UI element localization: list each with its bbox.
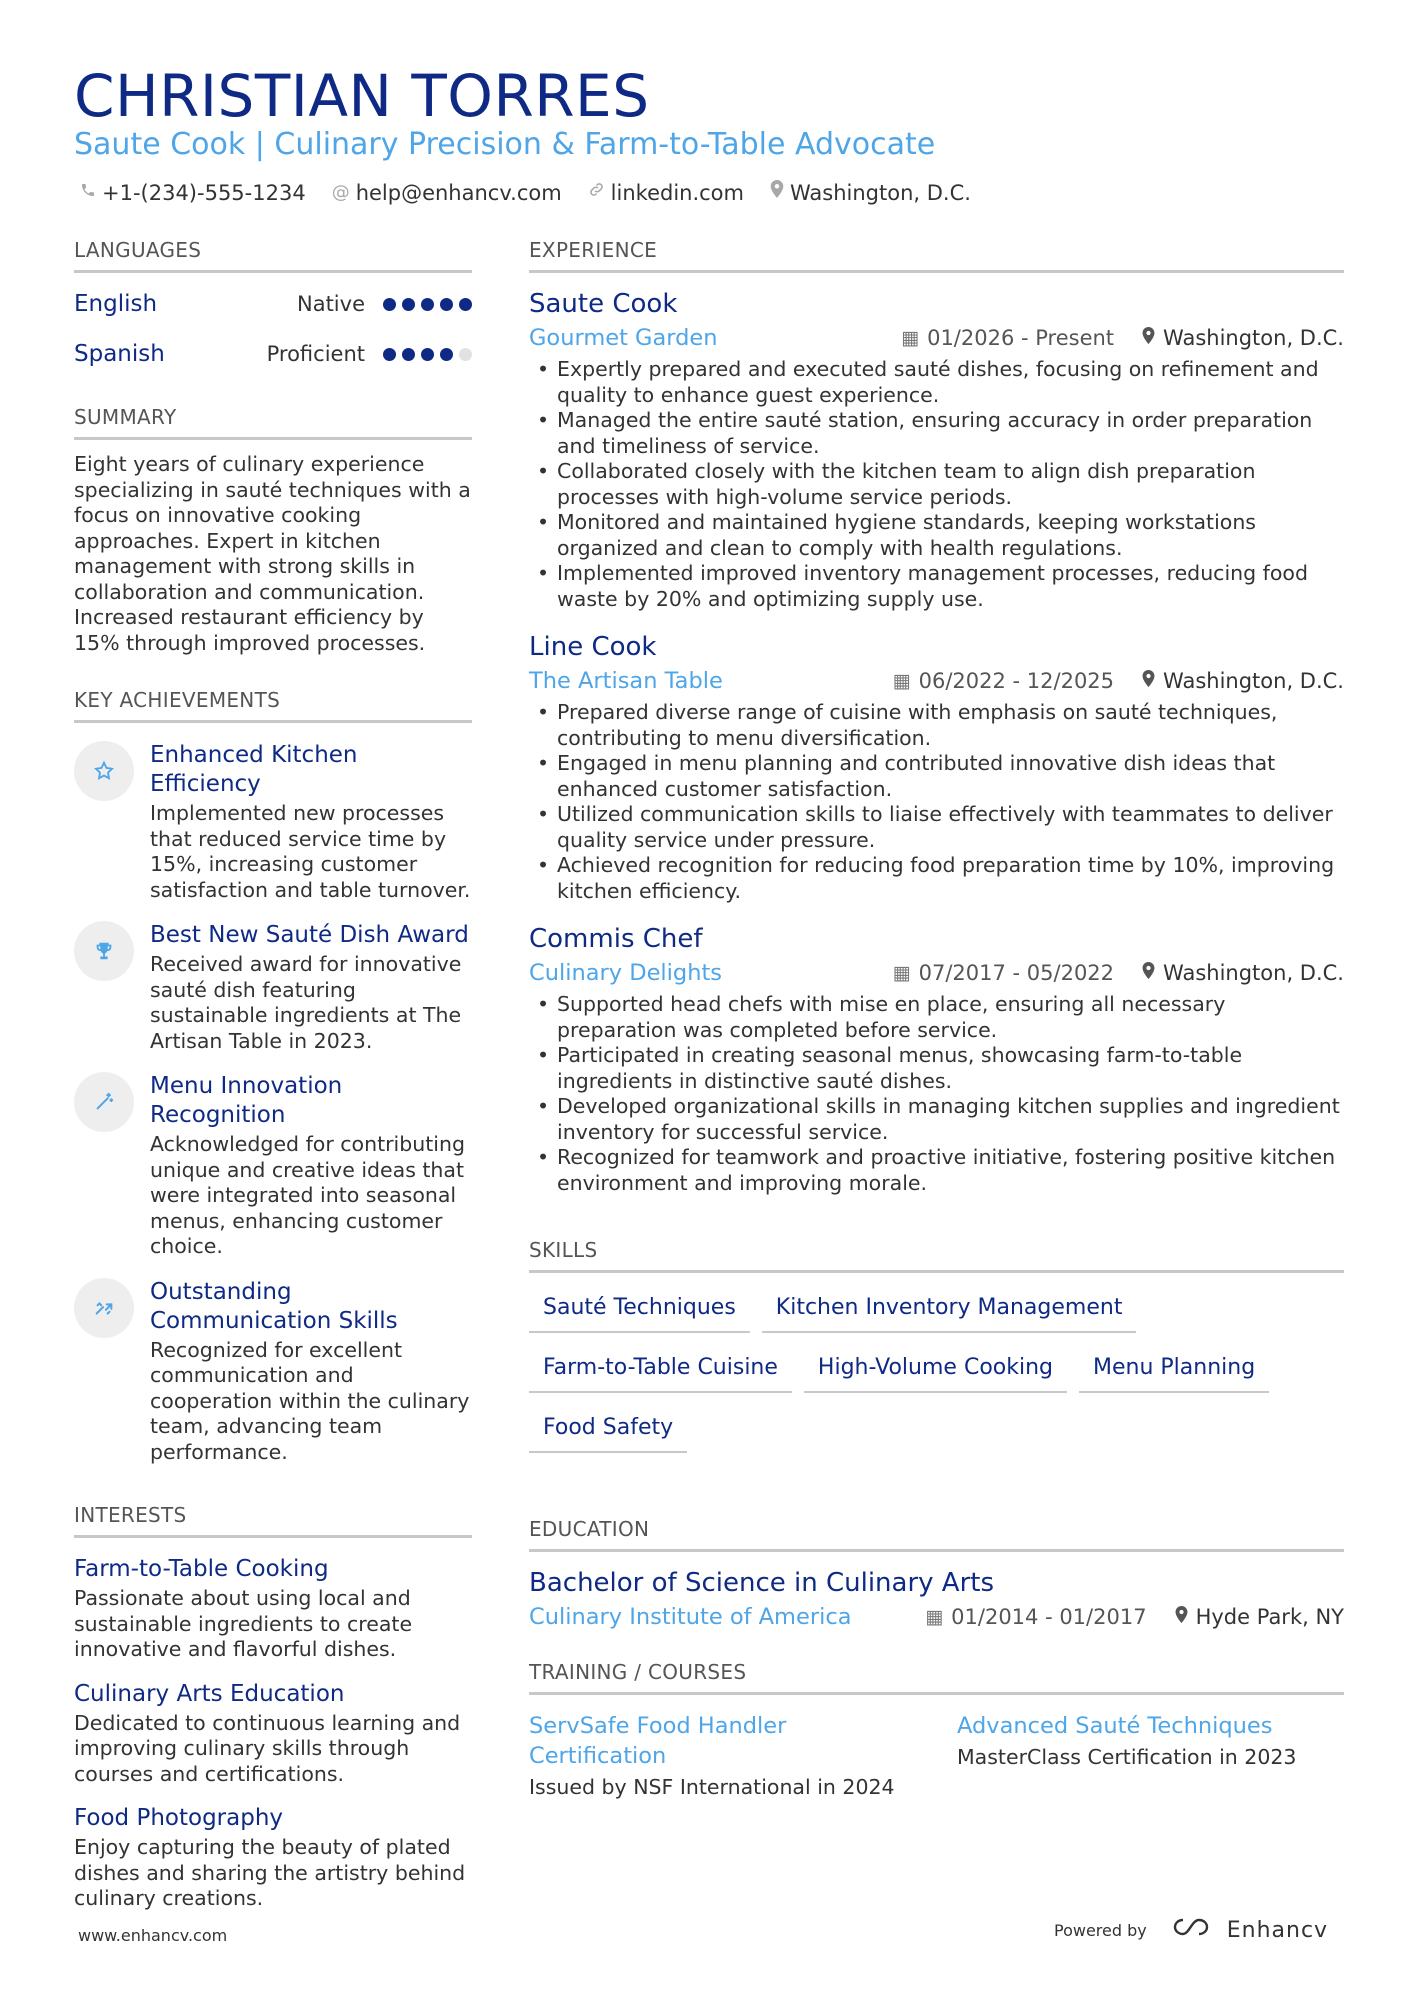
- calendar-icon: ▦: [901, 327, 920, 349]
- magic-wand-icon: [74, 1072, 134, 1132]
- list-item: • Supported head chefs with mise en place, ensuring all necessary preparation was completed before service.: [529, 992, 1344, 1043]
- language-rating: [383, 348, 472, 361]
- powered-by-label: Powered by: [1054, 1920, 1147, 1940]
- achievement-title: Enhanced Kitchen Efficiency: [150, 742, 358, 797]
- rating-dot-filled: [383, 298, 396, 311]
- achievement-title: Menu Innovation Recognition: [150, 1073, 343, 1128]
- list-item: • Utilized communication skills to liaise effectively with teammates to deliver quality service under pressure.: [529, 802, 1344, 853]
- list-item: • Achieved recognition for reducing food preparation time by 10%, improving kitchen efficiency.: [529, 853, 1344, 904]
- list-item: • Recognized for teamwork and proactive initiative, fostering positive kitchen environment and improving morale.: [529, 1145, 1344, 1196]
- language-name: Spanish: [74, 341, 165, 367]
- interest-text: Dedicated to continuous learning and improving culinary skills through courses and certifications.: [74, 1710, 461, 1786]
- achievement-item: [74, 741, 472, 903]
- achievement-text: Implemented new processes that reduced service time by 15%, increasing customer satisfaction and table turnover.: [150, 801, 471, 902]
- experience-section: [529, 236, 1344, 1196]
- courses-section: [529, 1658, 1344, 1801]
- list-item: • Engaged in menu planning and contributed innovative dish ideas that enhanced customer satisfaction.: [529, 751, 1344, 802]
- interest-item: [74, 1803, 472, 1912]
- brand-logo[interactable]: [1171, 1915, 1328, 1945]
- skill-tag: High-Volume Cooking: [804, 1347, 1067, 1393]
- achievement-item: [74, 921, 472, 1054]
- rating-dot-filled: [421, 298, 434, 311]
- job-bullets: [529, 992, 1344, 1196]
- job-bullets: [529, 700, 1344, 904]
- section-title: SUMMARY: [74, 403, 472, 440]
- rating-dot-empty: [459, 348, 472, 361]
- calendar-icon: ▦: [892, 670, 911, 692]
- achievements-section: [74, 686, 472, 1465]
- skill-tag: Menu Planning: [1079, 1347, 1269, 1393]
- job-bullets: [529, 357, 1344, 612]
- rating-dot-filled: [402, 298, 415, 311]
- job-dates: 07/2017 - 05/2022: [918, 961, 1115, 985]
- rating-dot-filled: [459, 298, 472, 311]
- section-title: EXPERIENCE: [529, 236, 1344, 273]
- achievement-text: Received award for innovative sauté dish featuring sustainable ingredients at The Artisan Table in 2023.: [150, 952, 462, 1053]
- section-title: EDUCATION: [529, 1515, 1344, 1552]
- location-pin-icon: [1175, 1606, 1188, 1628]
- section-title: KEY ACHIEVEMENTS: [74, 686, 472, 723]
- interest-text: Passionate about using local and sustainable ingredients to create innovative and flavorful dishes.: [74, 1586, 413, 1661]
- job-title: Saute Cook: [529, 289, 678, 319]
- rating-dot-filled: [440, 298, 453, 311]
- interests-section: [74, 1501, 472, 1912]
- achievement-item: [74, 1072, 472, 1260]
- list-item: • Participated in creating seasonal menus, showcasing farm-to-table ingredients in distinctive sauté dishes.: [529, 1043, 1344, 1094]
- location-pin-icon: [1142, 962, 1155, 984]
- list-item: • Developed organizational skills in managing kitchen supplies and ingredient inventory for successful service.: [529, 1094, 1344, 1145]
- interest-item: [74, 1554, 472, 1663]
- at-icon: @: [331, 182, 350, 203]
- interest-title: Food Photography: [74, 1805, 284, 1831]
- contact-linkedin[interactable]: [588, 178, 744, 208]
- achievement-title: Best New Sauté Dish Award: [150, 922, 469, 948]
- contact-email[interactable]: [332, 178, 562, 208]
- job-title: Line Cook: [529, 632, 657, 662]
- achievement-title: Outstanding Communication Skills: [150, 1278, 398, 1334]
- headline: Saute Cook | Culinary Precision & Farm-to-Table Advocate: [74, 127, 936, 162]
- section-title: LANGUAGES: [74, 236, 472, 273]
- skills-list: [529, 1287, 1344, 1453]
- course-title: Advanced Sauté Techniques: [957, 1713, 1273, 1739]
- job-location: Washington, D.C.: [1163, 326, 1344, 350]
- languages-section: [74, 236, 472, 379]
- candidate-name: CHRISTIAN TORRES: [74, 62, 650, 130]
- section-title: TRAINING / COURSES: [529, 1658, 1344, 1695]
- company-name: The Artisan Table: [529, 668, 723, 694]
- right-column: [529, 236, 1344, 1801]
- job-entry: [529, 922, 1344, 1196]
- list-item: • Expertly prepared and executed sauté dishes, focusing on refinement and quality to enhance guest experience.: [529, 357, 1344, 408]
- achievement-item: [74, 1278, 472, 1466]
- skills-section: [529, 1236, 1344, 1453]
- communication-icon: [74, 1278, 134, 1338]
- contact-location: [770, 178, 971, 208]
- job-dates: 01/2026 - Present: [927, 326, 1115, 350]
- location-pin-icon: [770, 178, 784, 208]
- company-name: Culinary Delights: [529, 960, 722, 986]
- location-pin-icon: [1142, 327, 1155, 349]
- course-item: [529, 1711, 909, 1801]
- location-text: Washington, D.C.: [789, 181, 971, 205]
- left-column: [74, 236, 472, 1912]
- education-section: [529, 1515, 1344, 1632]
- section-title: SKILLS: [529, 1236, 1344, 1273]
- location-pin-icon: [1142, 670, 1155, 692]
- link-icon: [588, 178, 605, 208]
- education-dates: 01/2014 - 01/2017: [951, 1605, 1147, 1629]
- rating-dot-filled: [402, 348, 415, 361]
- interest-title: Farm-to-Table Cooking: [74, 1556, 329, 1582]
- achievement-text: Recognized for excellent communication and cooperation within the culinary team, advancing team performance.: [150, 1337, 470, 1464]
- summary-section: [74, 403, 472, 656]
- skill-tag: Kitchen Inventory Management: [762, 1287, 1137, 1333]
- course-text: Issued by NSF International in 2024: [529, 1775, 895, 1799]
- language-level: Native: [297, 292, 365, 316]
- school-name: Culinary Institute of America: [529, 1604, 852, 1630]
- degree-title: Bachelor of Science in Culinary Arts: [529, 1568, 995, 1598]
- language-item: [74, 279, 472, 329]
- linkedin-text: linkedin.com: [610, 181, 744, 205]
- footer-branding: [1054, 1915, 1328, 1945]
- language-level: Proficient: [266, 342, 365, 366]
- job-location: Washington, D.C.: [1163, 669, 1344, 693]
- calendar-icon: ▦: [925, 1606, 944, 1628]
- course-text: MasterClass Certification in 2023: [957, 1745, 1297, 1769]
- list-item: • Implemented improved inventory management processes, reducing food waste by 20% and optimizing supply use.: [529, 561, 1344, 612]
- brand-name: Enhancv: [1226, 1917, 1329, 1943]
- language-rating: [383, 298, 472, 311]
- trophy-icon: [74, 921, 134, 981]
- interest-text: Enjoy capturing the beauty of plated dishes and sharing the artistry behind culinary creations.: [74, 1835, 466, 1910]
- phone-icon: [80, 178, 96, 208]
- rating-dot-filled: [440, 348, 453, 361]
- contact-phone[interactable]: [80, 178, 306, 208]
- language-name: English: [74, 291, 158, 317]
- job-dates: 06/2022 - 12/2025: [918, 669, 1115, 693]
- job-entry: [529, 630, 1344, 904]
- interest-item: [74, 1679, 472, 1788]
- achievement-text: Acknowledged for contributing unique and creative ideas that were integrated into seasonal menus, enhancing customer choice.: [150, 1132, 465, 1258]
- language-list: [74, 279, 472, 379]
- email-text: help@enhancv.com: [355, 181, 562, 205]
- interest-title: Culinary Arts Education: [74, 1680, 345, 1707]
- star-icon: [74, 741, 134, 801]
- list-item: • Monitored and maintained hygiene standards, keeping workstations organized and clean to comply with health regulations.: [529, 510, 1344, 561]
- calendar-icon: ▦: [892, 962, 911, 984]
- summary-text: Eight years of culinary experience specializing in sauté techniques with a focus on innovative cooking approaches. Expert in kitchen management with strong skills in collaboration and communication. Increased restaurant efficiency by 15% through improved processes.: [74, 452, 471, 655]
- section-title: INTERESTS: [74, 1501, 472, 1538]
- skill-tag: Food Safety: [529, 1407, 687, 1453]
- job-location: Washington, D.C.: [1163, 961, 1344, 985]
- skill-tag: Sauté Techniques: [529, 1287, 750, 1333]
- contact-bar: [80, 178, 971, 208]
- job-title: Commis Chef: [529, 924, 703, 954]
- course-title: ServSafe Food Handler Certification: [529, 1713, 787, 1769]
- company-name: Gourmet Garden: [529, 325, 718, 351]
- list-item: • Collaborated closely with the kitchen team to align dish preparation processes with high-volume service periods.: [529, 459, 1344, 510]
- job-entry: [529, 287, 1344, 612]
- phone-text: +1-(234)-555-1234: [102, 181, 306, 205]
- language-item: [74, 329, 472, 379]
- skill-tag: Farm-to-Table Cuisine: [529, 1347, 792, 1393]
- course-item: [957, 1711, 1337, 1801]
- rating-dot-filled: [383, 348, 396, 361]
- list-item: • Managed the entire sauté station, ensuring accuracy in order preparation and timeliness of service.: [529, 408, 1344, 459]
- courses-list: [529, 1711, 1344, 1801]
- infinity-logo-icon: [1171, 1915, 1217, 1945]
- education-location: Hyde Park, NY: [1195, 1605, 1344, 1629]
- footer-website[interactable]: www.enhancv.com: [78, 1926, 228, 1945]
- rating-dot-filled: [421, 348, 434, 361]
- list-item: • Prepared diverse range of cuisine with emphasis on sauté techniques, contributing to menu diversification.: [529, 700, 1344, 751]
